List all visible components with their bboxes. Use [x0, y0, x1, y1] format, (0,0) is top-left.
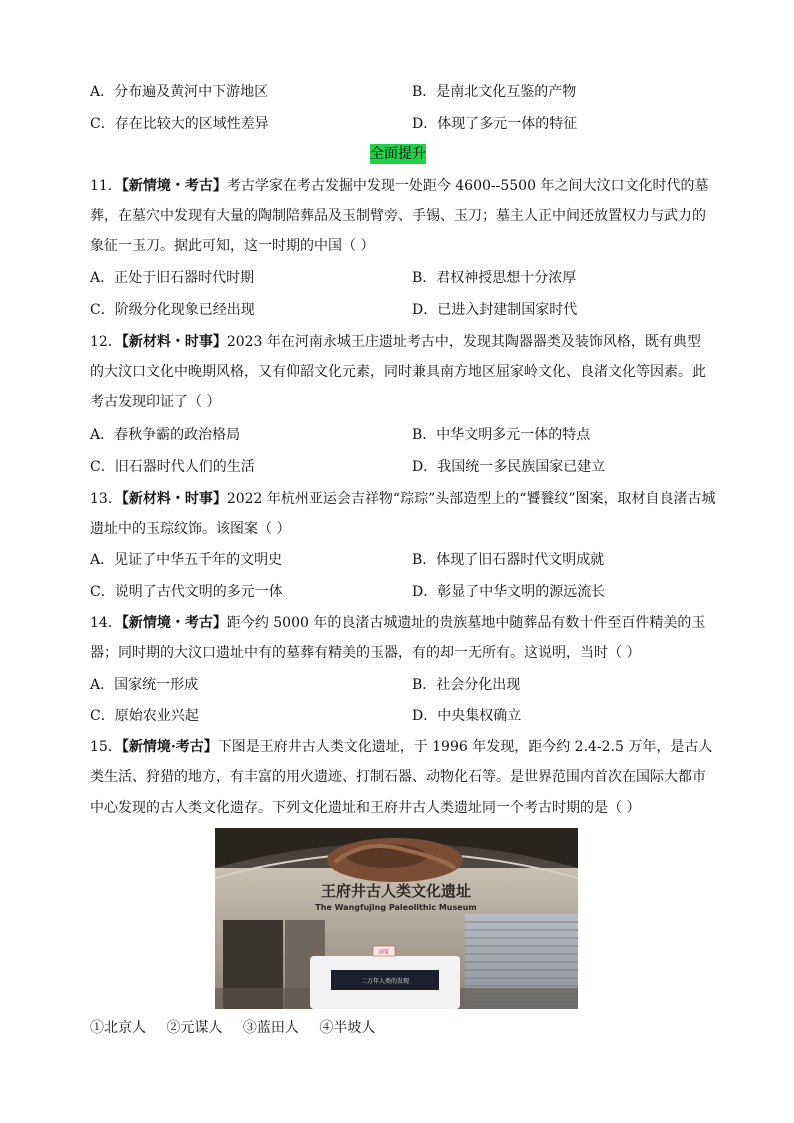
- q13-option-a: A．见证了中华五千年的文明史: [90, 552, 283, 568]
- q15-text-1: 下图是王府井古人类文化遗址，于 1996 年发现，距今约 2.4-2.5 万年，是古人: [217, 739, 713, 755]
- q15-choices: [90, 1018, 391, 1038]
- q15-choice-2: ②元谋人: [166, 1020, 223, 1036]
- q13-line-1: [90, 489, 716, 509]
- q11-option-c: C．阶级分化现象已经出现: [90, 302, 255, 318]
- q15-choice-3: ③蓝田人: [242, 1020, 299, 1036]
- q15-line-3: 中心发现的古人类文化遗存。下列文化遗址和王府井古人类遗址同一个考古时期的是（ ）: [90, 800, 641, 816]
- q13-tag: 【新材料・时事】: [121, 491, 227, 507]
- q12-option-a: A．春秋争霸的政治格局: [90, 427, 241, 443]
- q11-option-a: A．正处于旧石器时代时期: [90, 270, 255, 286]
- q14-option-c: C．原始农业兴起: [90, 708, 199, 724]
- museum-photo: [215, 828, 578, 1009]
- q14-line-1: [90, 613, 705, 633]
- q13-line-2: 遗址中的玉琮纹饰。该图案（ ）: [90, 521, 291, 537]
- q14-option-b: B．社会分化出现: [412, 677, 521, 693]
- q13-option-c: C．说明了古代文明的多元一体: [90, 584, 283, 600]
- q12-line-2: 的大汶口文化中晚期风格，又有仰韶文化元素，同时兼具南方地区屈家岭文化、良渚文化等因素。此: [90, 364, 706, 380]
- q15-tag: 【新情境·考古】: [121, 739, 218, 755]
- q11-number: 11．: [90, 178, 122, 194]
- q15-number: 15．: [90, 739, 122, 755]
- q12-option-c: C．旧石器时代人们的生活: [90, 459, 255, 475]
- q11-line-3: 象征一玉刀。据此可知，这一时期的中国（ ）: [90, 238, 375, 254]
- museum-sign-cn: 王府井古人类文化遗址: [320, 882, 472, 900]
- q13-option-d: D．彰显了中华文明的源远流长: [412, 584, 606, 600]
- q12-text-1: 2023 年在河南永城王庄遗址考古中，发现其陶器器类及装饰风格，既有典型: [226, 334, 701, 350]
- q13-number: 13．: [90, 491, 122, 507]
- q13-text-1: 2022 年杭州亚运会吉祥物“琮琮”头部造型上的“饕餮纹”图案，取材自良渚古城: [226, 491, 716, 507]
- q10-option-d: D．体现了多元一体的特征: [412, 116, 578, 132]
- q12-line-3: 考古发现印证了（ ）: [90, 394, 221, 410]
- q11-text-1: 考古学家在考古发掘中发现一处距今 4600--5500 年之间大汶口文化时代的墓: [226, 178, 709, 194]
- q12-tag: 【新材料・时事】: [121, 334, 227, 350]
- q14-tag: 【新情境・考古】: [121, 615, 227, 631]
- desk-screen-text: 二万年人类的发现: [360, 978, 410, 985]
- museum-sign-en: The Wangfujing Paleolithic Museum: [315, 903, 477, 912]
- q11-line-1: [90, 176, 708, 196]
- q15-line-2: 类生活、狩猎的地方，有丰富的用火遗迹、打制石器、动物化石等。是世界范围内首次在国际大都市: [90, 769, 706, 785]
- q11-tag: 【新情境・考古】: [121, 178, 227, 194]
- q10-option-b: B．是南北文化互鉴的产物: [412, 84, 577, 100]
- q15-line-1: [90, 737, 712, 757]
- q14-option-a: A．国家统一形成: [90, 677, 199, 693]
- q14-text-1: 距今约 5000 年的良渚古城遗址的贵族墓地中随葬品有数十件至百件精美的玉: [226, 615, 706, 631]
- q12-number: 12．: [90, 334, 122, 350]
- museum-photo-illustration: [215, 828, 578, 1009]
- desk-placard: 展览: [378, 949, 390, 956]
- q14-line-2: 器；同时期的大汶口遗址中有的墓葬有精美的玉器，有的却一无所有。这说明，当时（ ）: [90, 645, 641, 661]
- q15-choice-4: ④半坡人: [319, 1020, 376, 1036]
- q13-option-b: B．体现了旧石器时代文明成就: [412, 552, 605, 568]
- q14-number: 14．: [90, 615, 122, 631]
- q10-option-c: C．存在比较大的区域性差异: [90, 116, 269, 132]
- q11-option-d: D．已进入封建制国家时代: [412, 302, 578, 318]
- q11-line-2: 葬，在墓穴中发现有大量的陶制陪葬品及玉制臂旁、手锡、玉刀；墓主人正中间还放置权力与武力的: [90, 208, 706, 224]
- q11-option-b: B．君权神授思想十分浓厚: [412, 270, 577, 286]
- q12-option-d: D．我国统一多民族国家已建立: [412, 459, 606, 475]
- q12-line-1: [90, 332, 701, 352]
- q10-option-a: A．分布遍及黄河中下游地区: [90, 84, 269, 100]
- section-title: 全面提升: [370, 146, 426, 162]
- q14-option-d: D．中央集权确立: [412, 708, 522, 724]
- q15-choice-1: ①北京人: [90, 1020, 146, 1036]
- q12-option-b: B．中华文明多元一体的特点: [412, 427, 591, 443]
